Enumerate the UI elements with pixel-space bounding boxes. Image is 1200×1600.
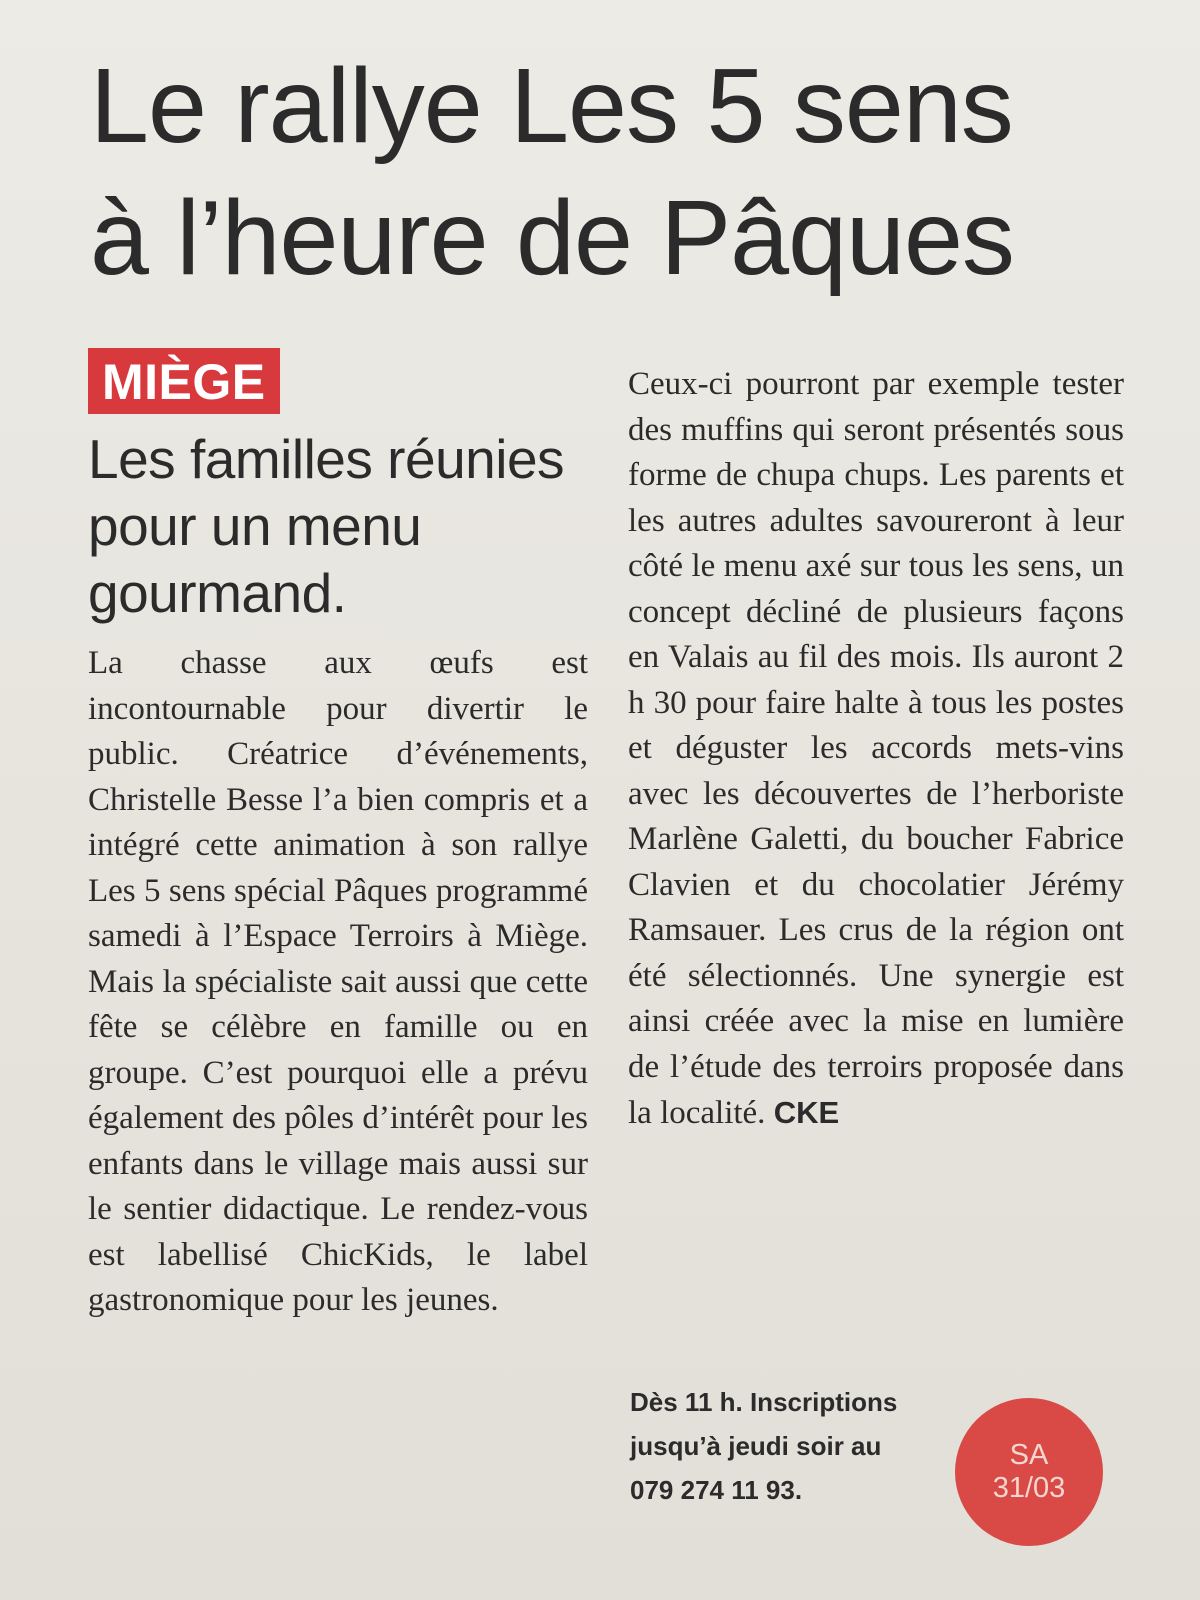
event-info-line-1: Dès 11 h. Inscriptions bbox=[630, 1387, 898, 1417]
date-badge bbox=[955, 1398, 1103, 1546]
author-byline: CKE bbox=[773, 1095, 840, 1130]
headline-line-2: à l’heure de Pâques bbox=[90, 179, 1014, 297]
article-headline bbox=[90, 40, 1150, 304]
headline-line-1: Le rallye Les 5 sens bbox=[90, 47, 1013, 165]
event-info bbox=[630, 1380, 950, 1512]
right-column bbox=[628, 362, 1124, 1137]
article-subhead: Les familles réunies pour un menu gourmand. bbox=[88, 428, 565, 624]
body-text-right-content: Ceux-ci pourront par exemple tester des muffins qui seront présentés sous forme de chupa chups. Les parents et les autres adultes savoureront à leur côté le menu axé sur tous les sens, un concept décliné de plusieurs façons en Valais au fil des mois. Ils auront 2 h 30 pour faire halte à tous les postes et déguster les accords mets-vins avec les découvertes de l’herboriste Marlène Galetti, du boucher Fabrice Clavien et du chocolatier Jérémy Ramsauer. Les crus de la région ont été sélectionnés. Une synergie est ainsi créée avec la mise en lumière de l’étude des terroirs proposée dans la localité. bbox=[628, 366, 1124, 1131]
date-badge-day: SA bbox=[1009, 1439, 1049, 1471]
place-tag: MIÈGE bbox=[88, 348, 280, 414]
left-column bbox=[88, 348, 588, 1324]
event-info-line-2: jusqu’à jeudi soir au bbox=[630, 1431, 882, 1461]
body-text-right bbox=[628, 362, 1124, 1137]
event-info-phone: 079 274 11 93. bbox=[630, 1475, 803, 1505]
date-badge-date: 31/03 bbox=[992, 1472, 1066, 1504]
body-text-left: La chasse aux œufs est incontournable pour divertir le public. Créatrice d’événements, Christelle Besse l’a bien compris et a intégré cette animation à son rallye Les 5 sens spécial Pâques programmé samedi à l’Espace Terroirs à Miège. Mais la spécialiste sait aussi que cette fête se célèbre en famille ou en groupe. C’est pourquoi elle a prévu également des pôles d’intérêt pour les enfants dans le village mais aussi sur le sentier didactique. Le rendez-vous est labellisé ChicKids, le label gastronomique pour les jeunes. bbox=[88, 645, 588, 1318]
